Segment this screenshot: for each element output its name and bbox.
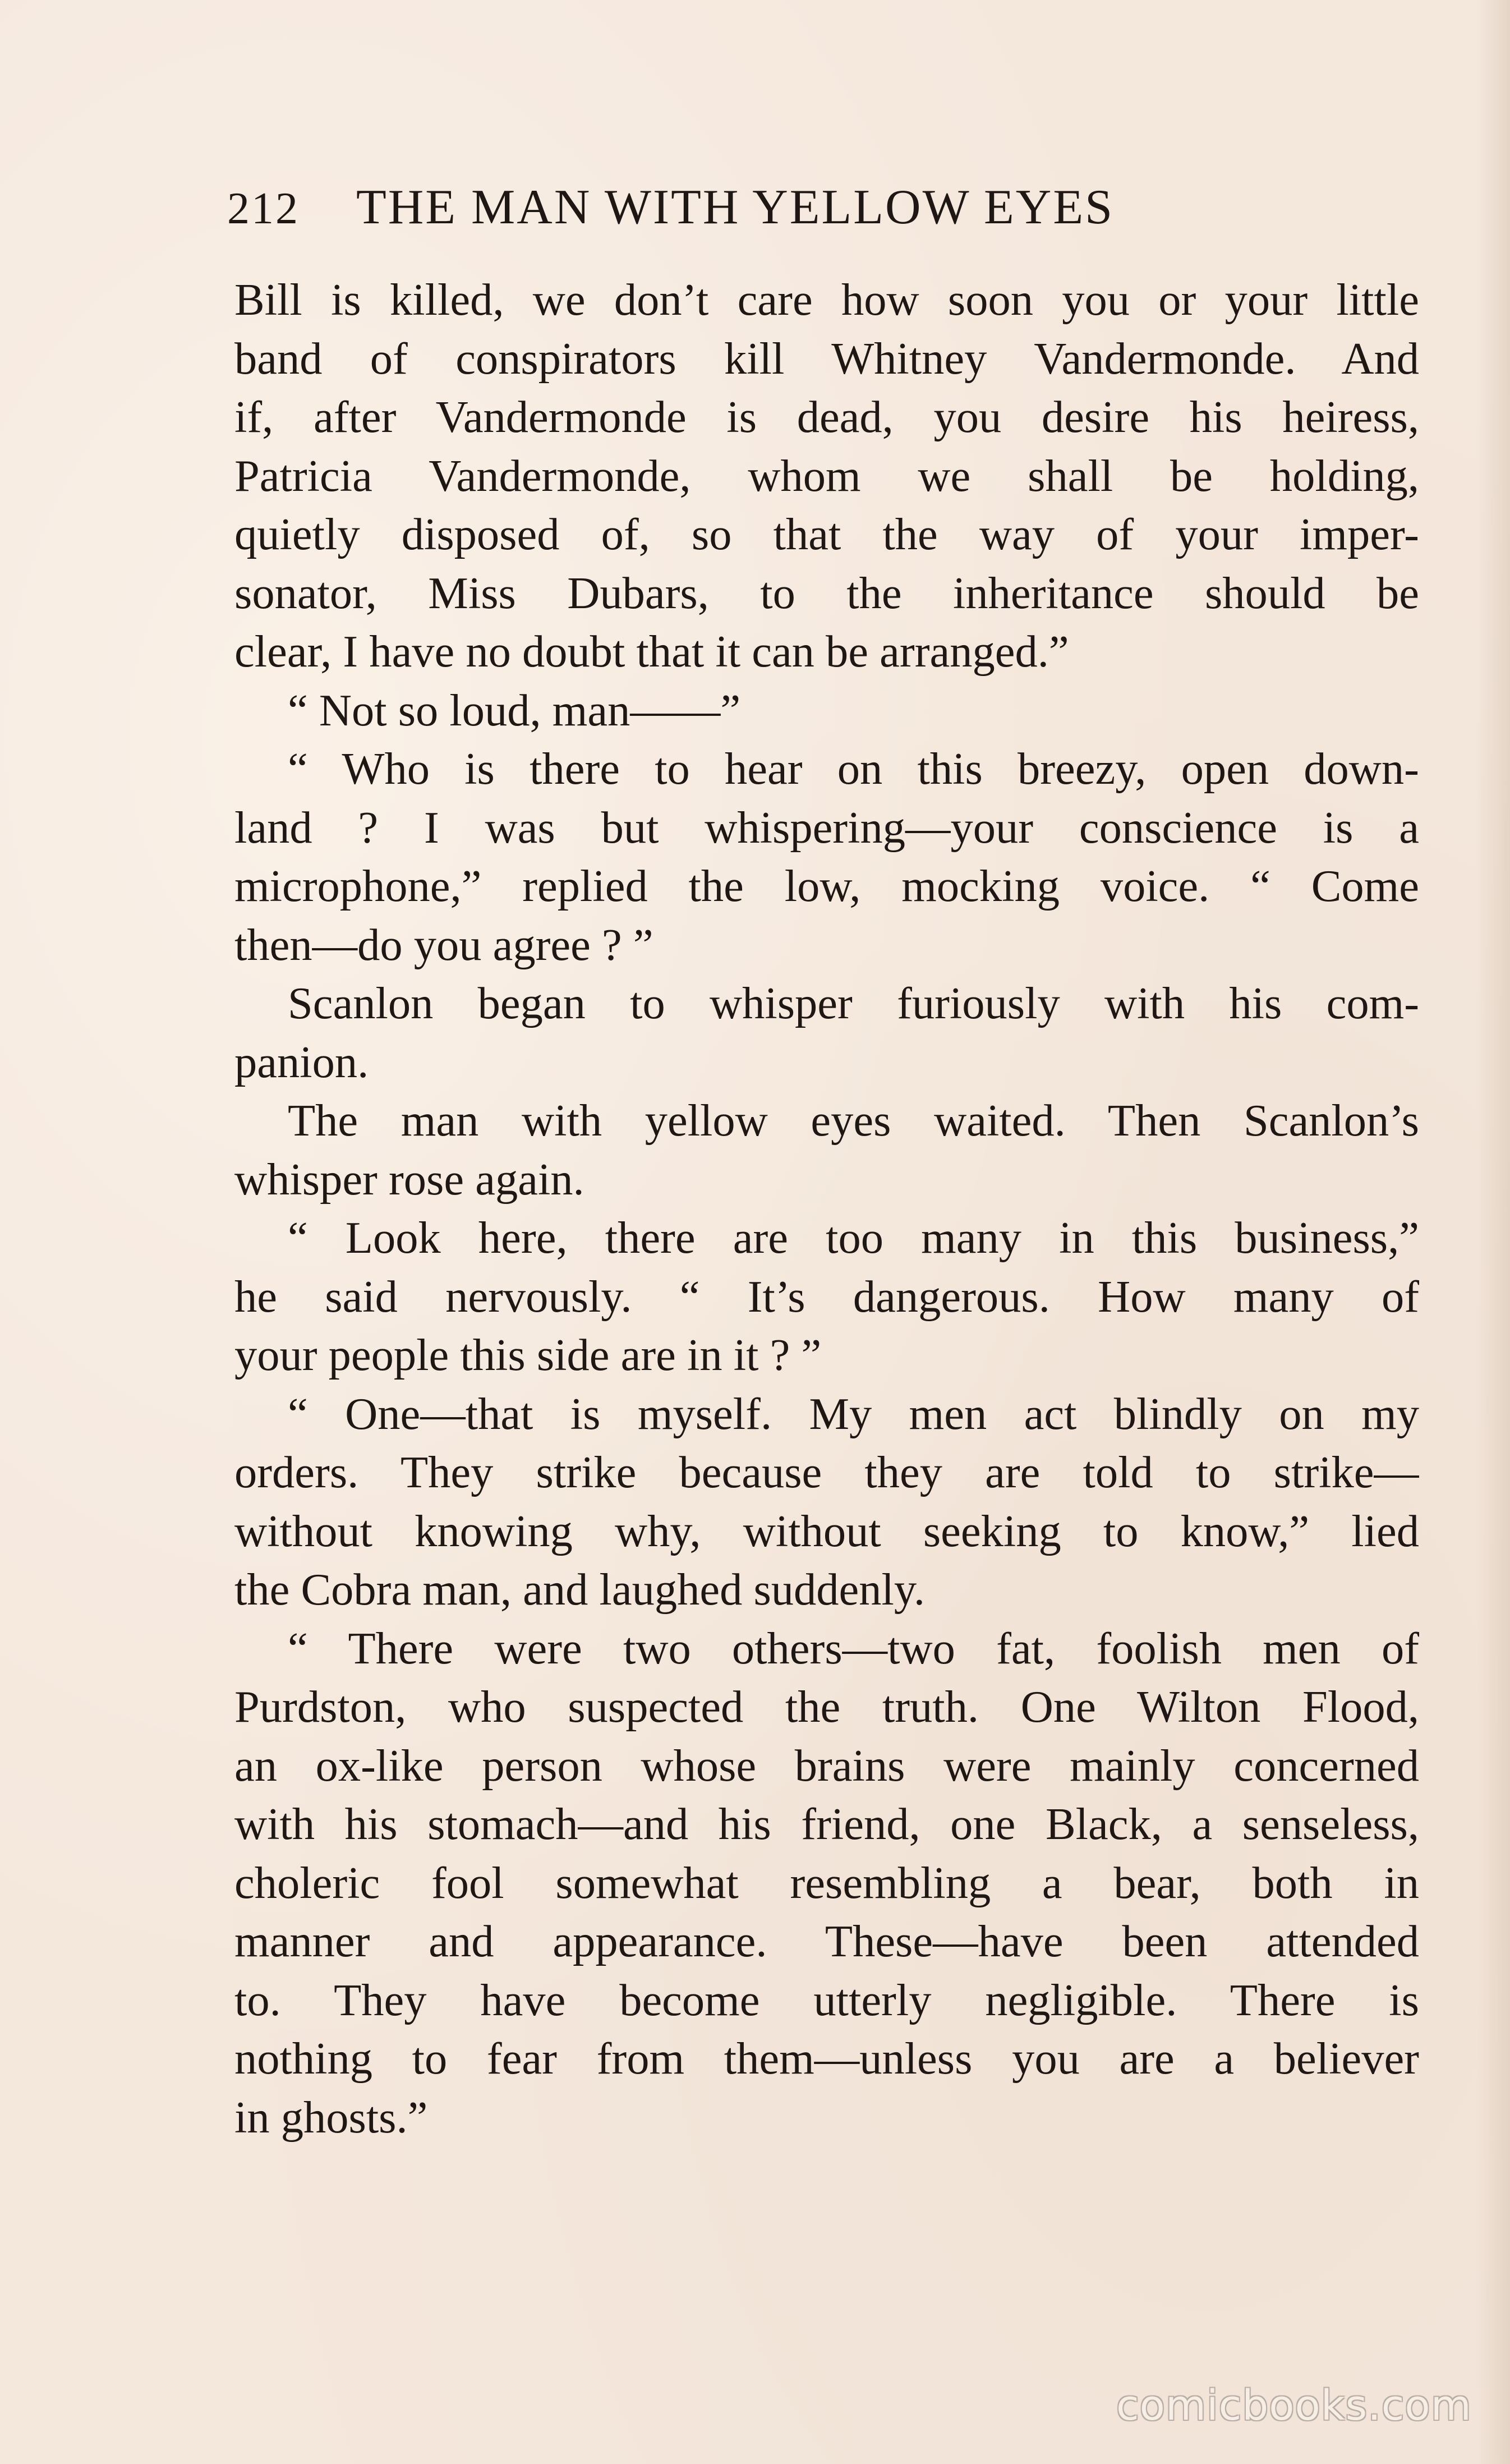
page-edge-shading	[1476, 0, 1510, 2464]
text-line: Scanlon began to whisper furiously with his com-	[288, 978, 1419, 1028]
text-line: manner and appearance. These—have been attended	[234, 1916, 1419, 1966]
text-line: he said nervously. “ It’s dangerous. How many of	[234, 1271, 1419, 1322]
text-line: sonator, Miss Dubars, to the inheritance should be	[234, 568, 1419, 618]
text-line: the Cobra man, and laughed suddenly.	[234, 1565, 926, 1615]
text-line: “ Not so loud, man——”	[288, 685, 741, 735]
text-line: panion.	[234, 1037, 369, 1087]
text-line: then—do you agree ? ”	[234, 920, 653, 970]
text-line: in ghosts.”	[234, 2092, 428, 2143]
running-head	[227, 171, 1282, 244]
text-line: choleric fool somewhat resembling a bear, both in	[234, 1858, 1419, 1908]
text-line: whisper rose again.	[234, 1154, 584, 1205]
text-line: Bill is killed, we don’t care how soon you or your little	[234, 275, 1419, 325]
text-line: clear, I have no doubt that it can be arranged.”	[234, 627, 1069, 677]
body-text	[234, 271, 1419, 2147]
text-line: The man with yellow eyes waited. Then Scanlon’s	[288, 1096, 1419, 1146]
watermark-text: comicbooks.com	[1116, 2382, 1472, 2430]
text-line: microphone,” replied the low, mocking voice. “ Come	[234, 861, 1419, 911]
text-line: nothing to fear from them—unless you are a believer	[234, 2034, 1419, 2084]
text-line: if, after Vandermonde is dead, you desire his heiress,	[234, 392, 1419, 442]
text-line: an ox-like person whose brains were mainly concerned	[234, 1740, 1419, 1791]
page-number: 212	[227, 184, 300, 233]
text-line: “ One—that is myself. My men act blindly on my	[288, 1389, 1419, 1439]
book-title-header: THE MAN WITH YELLOW EYES	[356, 180, 1115, 235]
text-line: land ? I was but whispering—your conscience is a	[234, 802, 1419, 853]
text-line: to. They have become utterly negligible. There is	[234, 1975, 1419, 2025]
text-line: “ Who is there to hear on this breezy, open down-	[288, 744, 1419, 794]
text-line: orders. They strike because they are told to strike—	[234, 1447, 1419, 1497]
text-line: without knowing why, without seeking to know,” lied	[234, 1506, 1419, 1556]
text-line: Purdston, who suspected the truth. One Wilton Flood,	[234, 1682, 1419, 1732]
text-line: band of conspirators kill Whitney Vandermonde. And	[234, 333, 1419, 384]
text-line: with his stomach—and his friend, one Black, a senseless,	[234, 1799, 1419, 1849]
text-line: “ There were two others—two fat, foolish men of	[288, 1623, 1419, 1674]
text-line: “ Look here, there are too many in this business,”	[288, 1213, 1419, 1263]
text-line: Patricia Vandermonde, whom we shall be holding,	[234, 450, 1419, 501]
text-line: your people this side are in it ? ”	[234, 1330, 822, 1380]
text-line: quietly disposed of, so that the way of your imper-	[234, 509, 1419, 559]
